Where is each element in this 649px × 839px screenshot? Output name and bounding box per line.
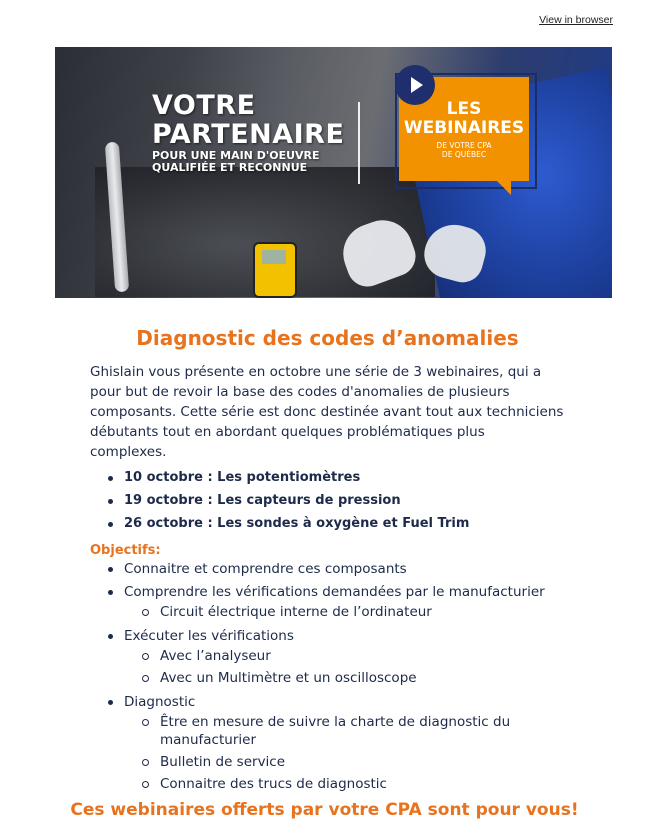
objective-subitem: Connaitre des trucs de diagnostic [124, 775, 565, 793]
play-icon[interactable] [395, 65, 435, 105]
objective-label: Comprendre les vérifications demandées par le manufacturier [124, 584, 545, 600]
session-item: 26 octobre : Les sondes à oxygène et Fuel Trim [90, 512, 565, 535]
badge-line2: WEBINAIRES [403, 118, 525, 138]
objective-subitem: Bulletin de service [124, 753, 565, 771]
call-to-action: Ces webinaires offerts par votre CPA sont pour vous! [70, 800, 579, 820]
objective-item [90, 693, 565, 793]
badge-line1: LES [446, 99, 482, 119]
objectives-list [90, 560, 565, 793]
objective-subitem: Circuit électrique interne de l’ordinateur [124, 603, 565, 621]
objective-sublist [124, 647, 565, 687]
session-item: 19 octobre : Les capteurs de pression [90, 489, 565, 512]
objective-subitem: Être en mesure de suivre la charte de diagnostic du manufacturier [124, 713, 565, 749]
view-in-browser-link[interactable]: View in browser [539, 14, 613, 26]
article-body [90, 326, 565, 799]
objective-subitem: Avec un Multimètre et un oscilloscope [124, 669, 565, 687]
objective-sublist [124, 603, 565, 621]
objective-subitem: Avec l’analyseur [124, 647, 565, 665]
objective-label: Connaitre et comprendre ces composants [124, 561, 407, 577]
article-title: Diagnostic des codes d’anomalies [136, 326, 519, 350]
objective-item [90, 627, 565, 687]
objectives-heading: Objectifs: [90, 543, 161, 558]
intro-paragraph: Ghislain vous présente en octobre une série de 3 webinaires, qui a pour but de revoir la base des codes d'anomalies de plusieurs composants. Cette série est donc destinée avant tout aux techniciens débutants tout en abordant quelques problématiques plus complexes. [90, 364, 564, 460]
objective-item [90, 583, 565, 621]
hero-title-line1: VOTRE [152, 90, 256, 121]
session-item: 10 octobre : Les potentiomètres [90, 466, 565, 489]
objective-item [90, 560, 565, 578]
hero-subtitle-line2: QUALIFIÉE ET RECONNUE [152, 161, 308, 174]
objective-label: Diagnostic [124, 694, 196, 710]
objective-label: Exécuter les vérifications [124, 628, 294, 644]
hero-banner [55, 47, 612, 298]
objective-sublist [124, 713, 565, 793]
top-bar [0, 0, 649, 47]
hero-divider [358, 102, 360, 184]
multimeter-image [253, 242, 297, 298]
badge-line4: DE QUÉBEC [441, 149, 487, 159]
hero-title [152, 92, 344, 173]
session-list [90, 466, 565, 535]
hero-title-line2: PARTENAIRE [152, 119, 345, 150]
hero-subtitle-line1: POUR UNE MAIN D'OEUVRE [152, 149, 320, 162]
badge-line3: DE VOTRE CPA [436, 141, 492, 150]
